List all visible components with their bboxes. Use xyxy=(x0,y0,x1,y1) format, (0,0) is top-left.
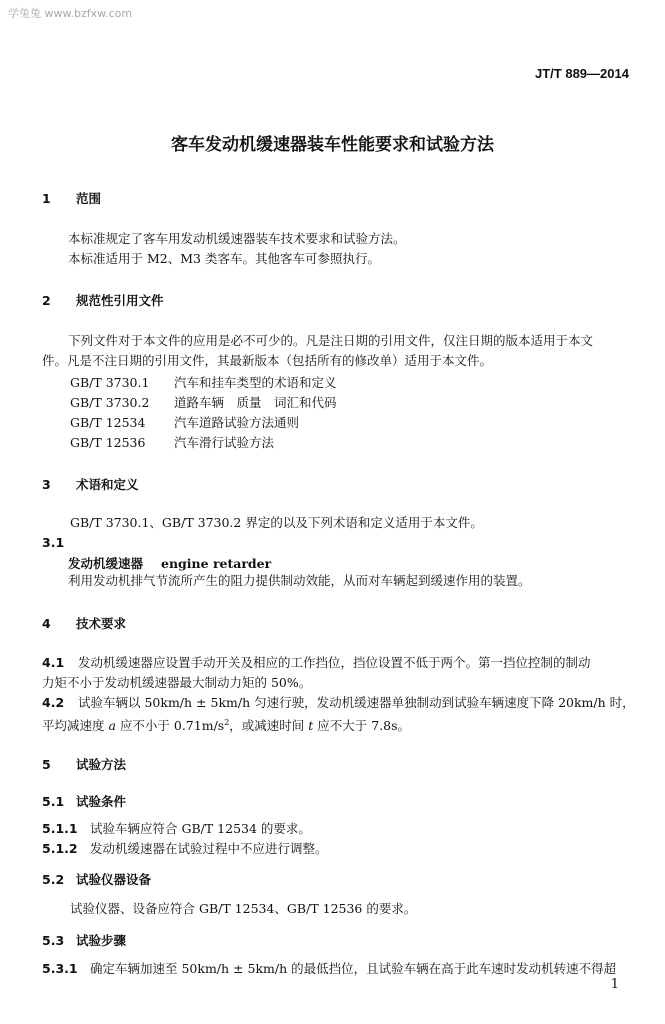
term-chinese: 发动机缓速器 xyxy=(68,556,144,571)
section-2-heading xyxy=(42,291,164,309)
clause-5-1-2 xyxy=(42,839,328,859)
paragraph: 下列文件对于本文件的应用是必不可少的。凡是注日期的引用文件，仅注日期的版本适用于本文 xyxy=(68,333,594,348)
paragraph: 试验仪器、设备应符合 GB/T 12534、GB/T 12536 的要求。 xyxy=(70,901,417,916)
section-number: 1 xyxy=(42,191,51,206)
reference-title: 汽车道路试验方法通则 xyxy=(174,415,300,430)
section-number: 5.3 xyxy=(42,933,65,948)
section-3-heading xyxy=(42,475,139,493)
section-title: 范围 xyxy=(76,191,102,206)
subsection-5-1-heading xyxy=(42,792,126,810)
section-number: 2 xyxy=(42,293,51,308)
reference-code: GB/T 3730.2 xyxy=(70,395,150,410)
variable-a: a xyxy=(108,718,116,734)
subsection-5-2-heading xyxy=(42,870,151,888)
clause-number: 3.1 xyxy=(42,535,65,550)
paragraph: GB/T 3730.1、GB/T 3730.2 界定的以及下列术语和定义适用于本文件。 xyxy=(70,515,483,530)
reference-title: 汽车滑行试验方法 xyxy=(174,435,275,450)
section-title: 规范性引用文件 xyxy=(76,293,164,308)
section-title: 试验步骤 xyxy=(76,933,127,948)
standard-number: JT/T 889—2014 xyxy=(535,66,629,81)
page-title: 客车发动机缓速器装车性能要求和试验方法 xyxy=(171,135,494,155)
superscript: 2 xyxy=(224,718,230,727)
reference-item xyxy=(70,393,337,411)
section-title: 技术要求 xyxy=(76,616,127,631)
clause-text: 发动机缓速器在试验过程中不应进行调整。 xyxy=(90,841,328,856)
paragraph: 本标准适用于 M2、M3 类客车。其他客车可参照执行。 xyxy=(68,251,380,266)
paragraph: 力矩不小于发动机缓速器最大制动力矩的 50%。 xyxy=(42,675,312,690)
reference-title: 汽车和挂车类型的术语和定义 xyxy=(174,375,337,390)
section-title: 试验仪器设备 xyxy=(76,872,152,887)
reference-item xyxy=(70,433,274,451)
section-number: 3 xyxy=(42,477,51,492)
clause-text: 试验车辆以 50km/h ± 5km/h 匀速行驶，发动机缓速器单独制动到试验车辆速度下降 20km/h 时， xyxy=(78,695,635,710)
clause-text: 试验车辆应符合 GB/T 12534 的要求。 xyxy=(90,821,311,836)
paragraph xyxy=(42,713,410,736)
clause-number: 5.1.2 xyxy=(42,841,78,856)
section-1-heading xyxy=(42,189,101,207)
text-run: ，或减速时间 xyxy=(229,718,309,734)
clause-number: 4.2 xyxy=(42,695,65,710)
clause-text: 确定车辆加速至 50km/h ± 5km/h 的最低挡位，且试验车辆在高于此车速时发动机转速不得超 xyxy=(90,961,617,976)
section-number: 4 xyxy=(42,616,51,631)
reference-title: 道路车辆 质量 词汇和代码 xyxy=(174,395,337,410)
term-english: engine retarder xyxy=(161,556,272,571)
section-title: 术语和定义 xyxy=(76,477,139,492)
reference-code: GB/T 12534 xyxy=(70,415,146,430)
section-4-heading xyxy=(42,614,126,632)
section-title: 试验方法 xyxy=(76,757,127,772)
clause-number: 5.1.1 xyxy=(42,821,78,836)
clause-number: 4.1 xyxy=(42,655,65,670)
clause-text: 发动机缓速器应设置手动开关及相应的工作挡位，挡位设置不低于两个。第一挡位控制的制动 xyxy=(78,655,591,670)
section-number: 5.2 xyxy=(42,872,65,887)
term-entry xyxy=(68,553,271,572)
paragraph: 件。凡是不注日期的引用文件，其最新版本（包括所有的修改单）适用于本文件。 xyxy=(42,353,493,368)
watermark: 学兔兔 www.bzfxw.com xyxy=(8,7,133,20)
reference-code: GB/T 12536 xyxy=(70,435,146,450)
clause-4-1 xyxy=(42,653,591,673)
clause-number: 5.3.1 xyxy=(42,961,78,976)
term-definition: 利用发动机排气节流所产生的阻力提供制动效能，从而对车辆起到缓速作用的装置。 xyxy=(68,573,531,588)
reference-item xyxy=(70,373,337,391)
page-number: 1 xyxy=(610,977,619,992)
section-number: 5.1 xyxy=(42,794,65,809)
text-run: 平均减速度 xyxy=(42,718,109,734)
subsection-5-3-heading xyxy=(42,931,126,949)
clause-5-3-1 xyxy=(42,959,616,979)
text-run: 应不大于 7.8s。 xyxy=(313,718,411,734)
clause-4-2 xyxy=(42,693,635,713)
section-5-heading xyxy=(42,755,126,773)
paragraph: 本标准规定了客车用发动机缓速器装车技术要求和试验方法。 xyxy=(68,231,406,246)
reference-code: GB/T 3730.1 xyxy=(70,375,150,390)
section-title: 试验条件 xyxy=(76,794,127,809)
reference-item xyxy=(70,413,299,431)
clause-5-1-1 xyxy=(42,819,311,839)
section-number: 5 xyxy=(42,757,51,772)
text-run: 应不小于 0.71m/s xyxy=(115,718,225,734)
variable-t: t xyxy=(308,718,314,734)
